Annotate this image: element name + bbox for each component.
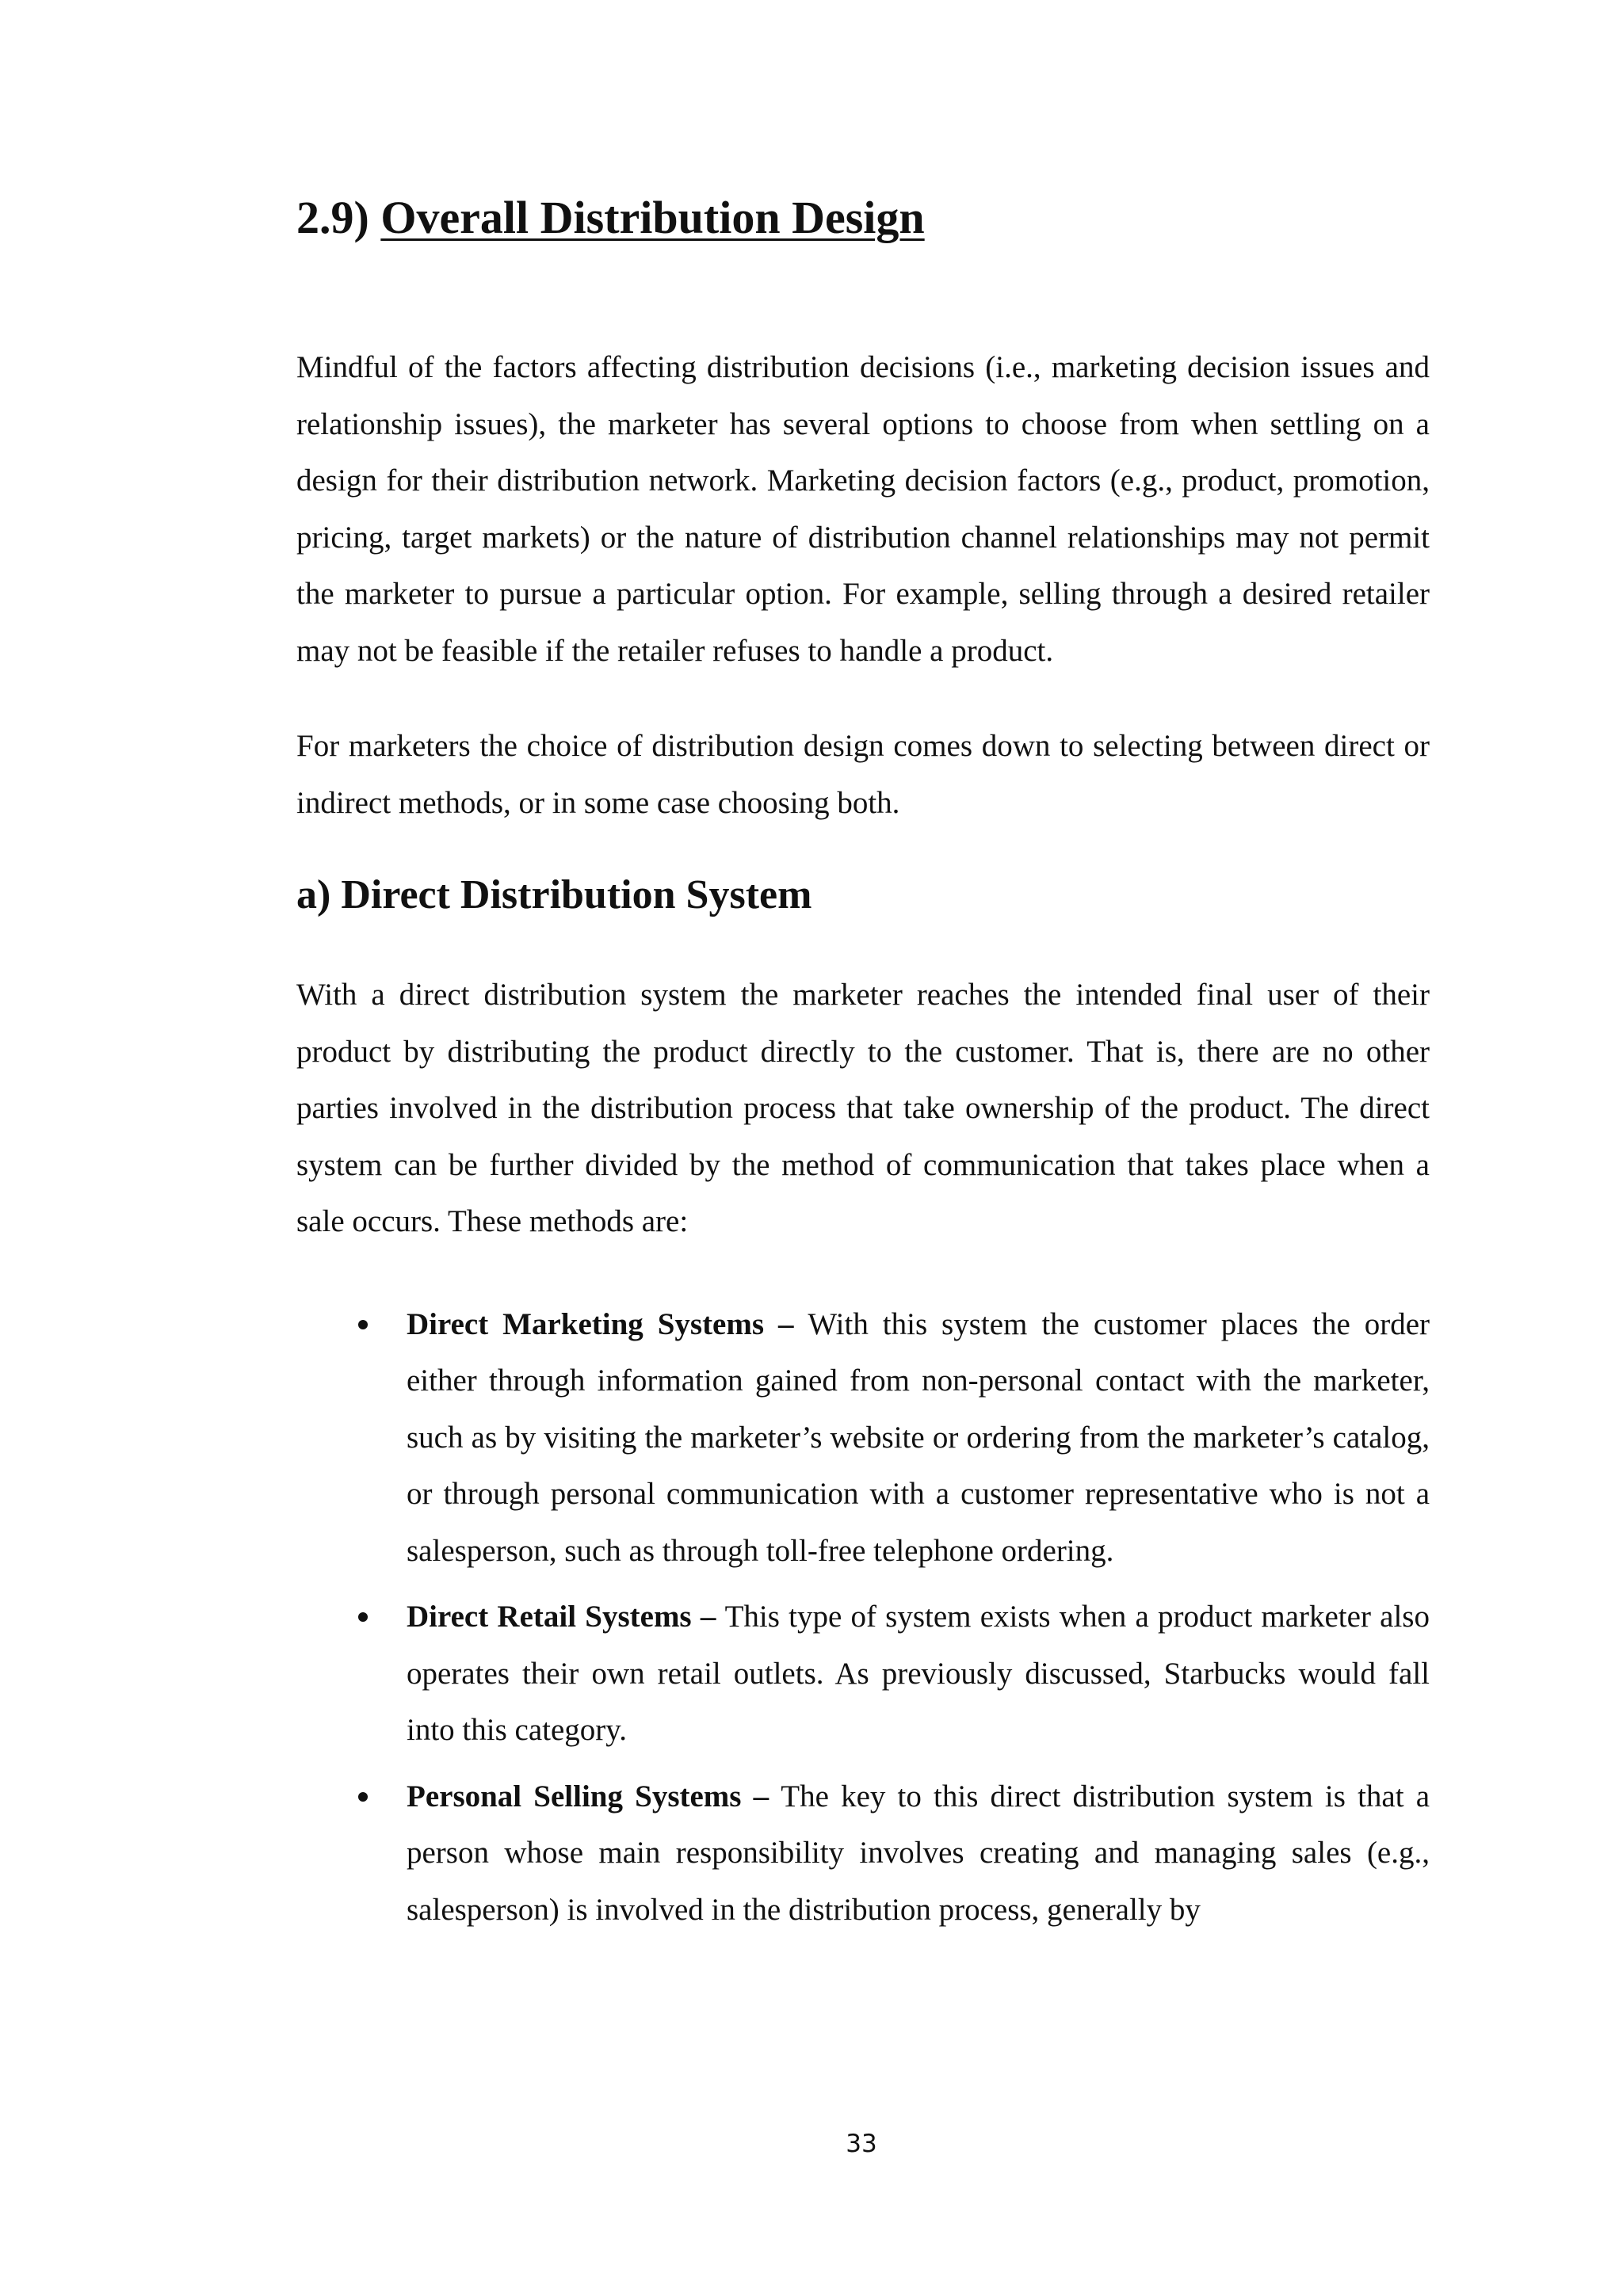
bullet-dash: – <box>764 1306 808 1341</box>
page-content <box>296 190 1430 1947</box>
bullet-dash: – <box>691 1600 725 1634</box>
bullet-icon <box>358 1792 368 1802</box>
list-item-direct-marketing <box>296 1296 1430 1580</box>
section-heading <box>296 190 1430 246</box>
bullet-term: Direct Retail Systems <box>407 1600 692 1634</box>
section-title-text: Overall Distribution Design <box>380 192 925 243</box>
intro-paragraph-1: Mindful of the factors affecting distribution decisions (i.e., marketing decision issues and relationship issues), the marketer has several options to choose from when settling on a design for their distribution network. Marketing decision factors (e.g., product, promotion, pricing, target markets) or the nature of distribution channel relationships may not permit the marketer to pursue a particular option. For example, selling through a desired retailer may not be feasible if the retailer refuses to handle a product. <box>296 350 1430 668</box>
page-number: 33 <box>846 2130 877 2158</box>
section-number: 2.9) <box>296 192 369 243</box>
list-item-direct-retail <box>296 1589 1430 1759</box>
direct-distribution-paragraph: With a direct distribution system the marketer reaches the intended final user of their product by distributing the product directly to the customer. That is, there are no other parties involved in the distribution process that take ownership of the product. The direct system can be further divided by the method of communication that takes place when a sale occurs. These methods are: <box>296 978 1430 1238</box>
direct-methods-list <box>296 1296 1430 1939</box>
bullet-text: With this system the customer places the order either through information gained from non-personal contact with the marketer, such as by visiting the marketer’s website or ordering from the marketer’s catalog, or through personal communication with a customer representative who is not a salesperson, such as through toll-free telephone ordering. <box>407 1306 1430 1568</box>
bullet-term: Direct Marketing Systems <box>407 1306 765 1341</box>
bullet-icon <box>358 1320 368 1329</box>
bullet-term: Personal Selling Systems <box>407 1779 742 1814</box>
bullet-text: The key to this direct distribution system is that a person whose main responsibility involves creating and managing sales (e.g., salesperson) is involved in the distribution process, generally by <box>407 1779 1430 1927</box>
intro-paragraph-2: For marketers the choice of distribution design comes down to selecting between direct or indirect methods, or in some case choosing both. <box>296 729 1430 820</box>
bullet-text: This type of system exists when a product marketer also operates their own retail outlets. As previously discussed, Starbucks would fall into this category. <box>407 1600 1430 1747</box>
bullet-dash: – <box>741 1779 781 1814</box>
list-item-personal-selling <box>296 1768 1430 1939</box>
direct-distribution-heading: a) Direct Distribution System <box>296 872 812 917</box>
bullet-icon <box>358 1612 368 1622</box>
